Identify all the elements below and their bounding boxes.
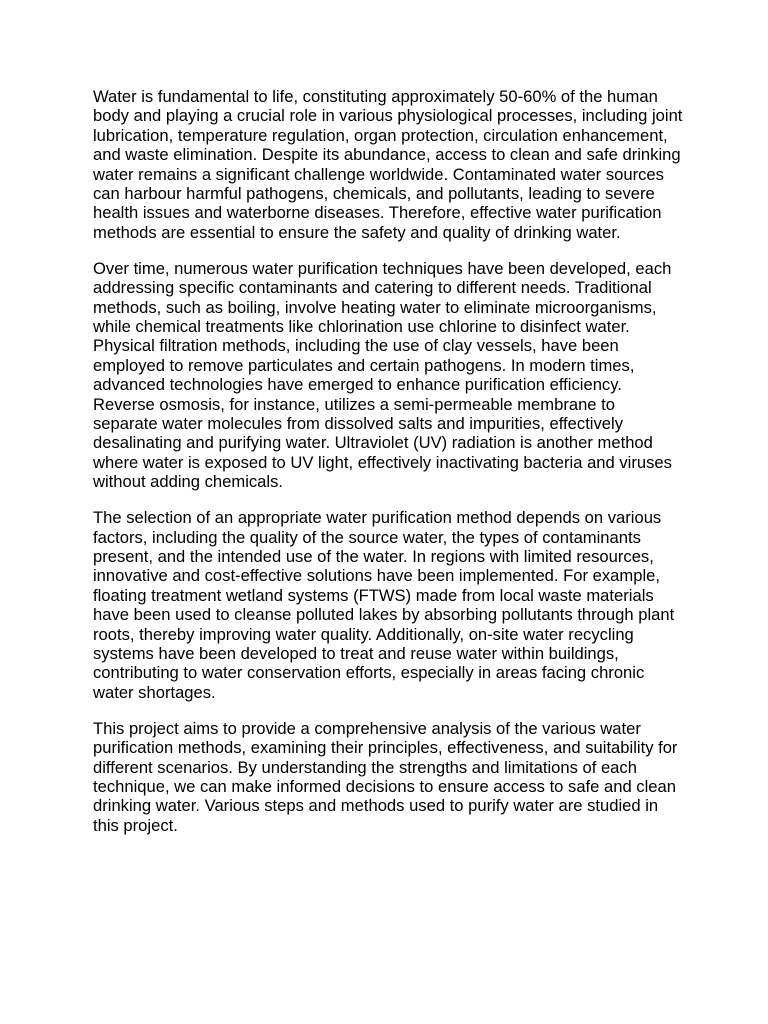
paragraph-techniques: Over time, numerous water purification techniques have been developed, each addressing specific contaminants and catering to different needs. Traditional methods, such as boiling, involve heating water to eliminate microorganisms, while chemical treatments like chlorination use chlorine to disinfect water. Physical filtration methods, including the use of clay vessels, have been employed to remove particulates and certain pathogens. In modern times, advanced technologies have emerged to enhance purification efficiency. Reverse osmosis, for instance, utilizes a semi-permeable membrane to separate water molecules from dissolved salts and impurities, effectively desalinating and purifying water. Ultraviolet (UV) radiation is another method where water is exposed to UV light, effectively inactivating bacteria and viruses without adding chemicals.	[93, 258, 672, 492]
document-body	[93, 87, 683, 852]
paragraph-selection: The selection of an appropriate water purification method depends on various factors, including the quality of the source water, the types of contaminants present, and the intended use of the water. In regions with limited resources, innovative and cost-effective solutions have been implemented. For example, floating treatment wetland systems (FTWS) made from local waste materials have been used to cleanse polluted lakes by absorbing pollutants through plant roots, thereby improving water quality. Additionally, on-site water recycling systems have been developed to treat and reuse water within buildings, contributing to water conservation efforts, especially in areas facing chronic water shortages.	[93, 508, 675, 702]
paragraph-project-aim: This project aims to provide a comprehensive analysis of the various water purification methods, examining their principles, effectiveness, and suitability for different scenarios. By understanding the strengths and limitations of each technique, we can make informed decisions to ensure access to safe and clean drinking water. Various steps and methods used to purify water are studied in this project.	[93, 718, 678, 835]
paragraph-intro: Water is fundamental to life, constituting approximately 50-60% of the human body and playing a crucial role in various physiological processes, including joint lubrication, temperature regulation, organ protection, circulation enhancement, and waste elimination. Despite its abundance, access to clean and safe drinking water remains a significant challenge worldwide. Contaminated water sources can harbour harmful pathogens, chemicals, and pollutants, leading to severe health issues and waterborne diseases. Therefore, effective water purification methods are essential to ensure the safety and quality of drinking water.	[93, 87, 683, 242]
